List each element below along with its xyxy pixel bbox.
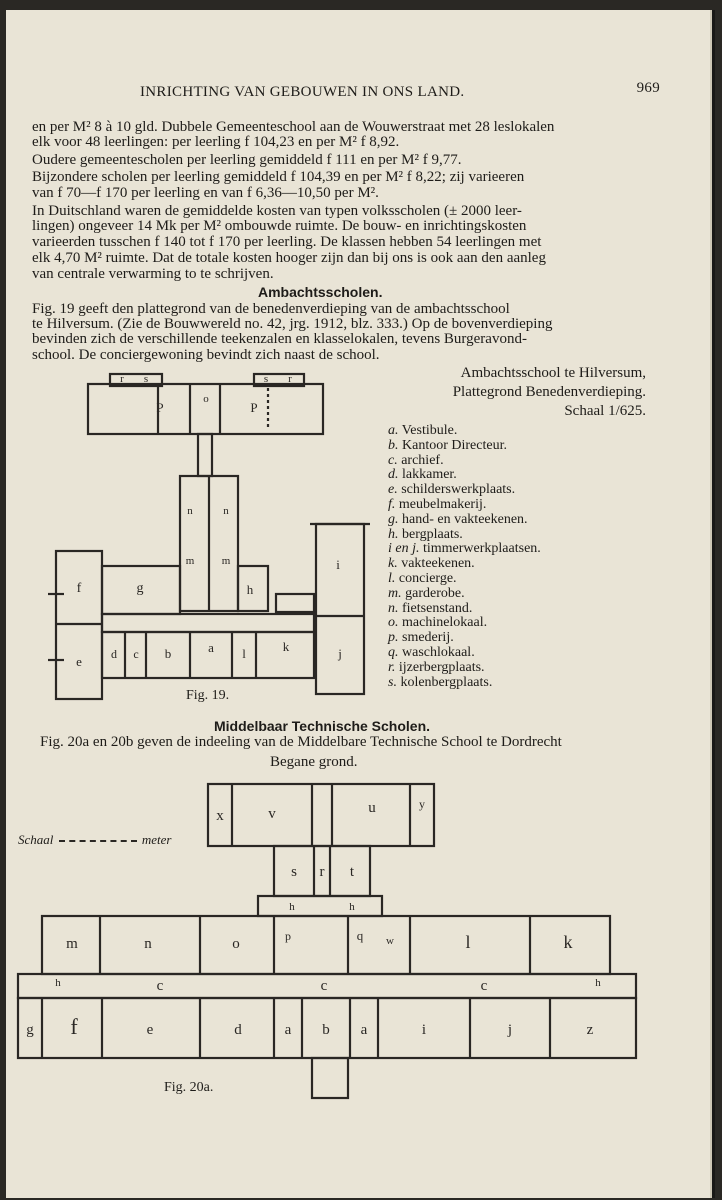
room-label: r xyxy=(120,373,124,385)
room-label: j xyxy=(507,1022,513,1038)
room-label: q xyxy=(356,928,364,943)
section-heading: Ambachtsscholen. xyxy=(258,284,383,300)
caption-line: Ambachtsschool te Hilversum, xyxy=(460,365,646,381)
room-label: k xyxy=(563,932,573,952)
room-label: s xyxy=(143,373,149,385)
scale-unit: meter xyxy=(141,832,172,847)
room-label: n xyxy=(223,505,229,517)
room-label: c xyxy=(156,978,164,994)
room-label: P xyxy=(156,400,164,415)
body-line: elk voor 48 leerlingen: per leerling f 104,23 en per M² f 8,92. xyxy=(32,134,400,150)
section-heading: Middelbaar Technische Scholen. xyxy=(214,718,431,734)
room-label: a xyxy=(360,1022,368,1038)
room-label: m xyxy=(185,555,195,567)
legend-item: o. machinelokaal. xyxy=(388,615,488,631)
room-label: f xyxy=(70,1014,78,1039)
legend-item: n. fietsenstand. xyxy=(388,600,473,616)
legend-item: f. meubelmakerij. xyxy=(388,496,487,512)
fig20a-floor-plan xyxy=(12,778,640,1100)
room-label: h xyxy=(246,582,254,597)
legend-item: e. schilderswerkplaats. xyxy=(388,482,516,498)
body-line: elk 4,70 M² ruimte. Dat de totale kosten hooger zijn dan bij ons is ook aan den aanleg xyxy=(32,250,546,266)
room-label: g xyxy=(26,1022,34,1038)
subheading: Begane grond. xyxy=(270,754,358,770)
body-line: In Duitschland waren de gemiddelde kosten van typen volksscholen (± 2000 leer- xyxy=(32,203,522,219)
room-label: h xyxy=(55,977,61,989)
body-line: school. De conciergewoning bevindt zich naast de school. xyxy=(32,347,380,363)
room-label: s xyxy=(291,864,297,880)
room-label: o xyxy=(232,936,240,952)
room-label: d xyxy=(234,1022,242,1038)
room-label: i xyxy=(336,557,340,572)
legend-item: a. Vestibule. xyxy=(388,423,458,438)
room-label: m xyxy=(66,936,78,952)
fig19-floor-plan xyxy=(40,366,370,706)
room-label: f xyxy=(76,581,82,596)
room-label: v xyxy=(268,806,276,822)
room-label: g xyxy=(136,581,144,596)
room-label: r xyxy=(288,373,292,385)
body-line: Oudere gemeentescholen per leerling gemiddeld f 111 en per M² f 9,77. xyxy=(32,152,462,168)
room-label: c xyxy=(133,647,139,661)
body-line: Fig. 19 geeft den plattegrond van de benedenverdieping van de ambachtsschool xyxy=(32,301,510,317)
fig20a-label: Fig. 20a. xyxy=(164,1080,214,1095)
room-label: w xyxy=(386,935,394,947)
room-label: a xyxy=(284,1022,292,1038)
room-label: z xyxy=(586,1022,594,1038)
room-label: h xyxy=(595,977,601,989)
book-page xyxy=(6,10,715,1198)
room-label: l xyxy=(465,932,471,952)
room-label: k xyxy=(282,639,290,654)
legend-item: c. archief. xyxy=(388,452,444,468)
room-label: P xyxy=(250,400,258,415)
scale-label: Schaal xyxy=(18,832,54,847)
legend-item: g. hand- en vakteekenen. xyxy=(388,511,528,527)
room-label: s xyxy=(263,373,269,385)
room-label: y xyxy=(419,797,425,811)
fig19-label: Fig. 19. xyxy=(186,688,230,703)
legend-item: i en j. timmerwerkplaatsen. xyxy=(388,541,541,557)
legend-item: h. bergplaats. xyxy=(388,526,463,542)
body-line: Fig. 20a en 20b geven de indeeling van de Middelbare Technische School te Dordrecht xyxy=(40,734,562,750)
body-line: en per M² 8 à 10 gld. Dubbele Gemeenteschool aan de Wouwerstraat met 28 leslokalen xyxy=(32,119,555,135)
room-label: l xyxy=(242,646,246,661)
room-label: m xyxy=(221,555,231,567)
body-line: Bijzondere scholen per leerling gemiddeld f 104,39 en per M² f 8,22; zij varieeren xyxy=(32,169,525,185)
room-label: h xyxy=(289,901,295,913)
room-label: x xyxy=(216,808,224,824)
legend-item: b. Kantoor Directeur. xyxy=(388,437,507,453)
room-label: b xyxy=(322,1022,330,1038)
caption-line: Plattegrond Benedenverdieping. xyxy=(452,384,646,400)
room-label: t xyxy=(349,864,355,880)
legend-item: s. kolenbergplaats. xyxy=(388,674,493,690)
running-title: INRICHTING VAN GEBOUWEN IN ONS LAND. xyxy=(140,84,465,100)
body-line: varieerden tusschen f 140 tot f 170 per leerling. De klassen hebben 54 leerlingen met xyxy=(32,234,542,250)
page-number: 969 xyxy=(636,80,660,96)
caption-line: Schaal 1/625. xyxy=(564,403,646,419)
room-label: b xyxy=(164,646,172,661)
figure-legend xyxy=(388,424,541,690)
room-label: e xyxy=(76,654,82,669)
legend-item: p. smederij. xyxy=(388,630,454,646)
legend-item: k. vakteekenen. xyxy=(388,556,475,572)
room-label: i xyxy=(421,1022,427,1038)
room-label: u xyxy=(368,800,376,816)
room-label: r xyxy=(319,864,325,880)
room-label: j xyxy=(338,646,342,661)
room-label: a xyxy=(208,640,214,655)
room-label: h xyxy=(349,901,355,913)
legend-item: m. garderobe. xyxy=(388,585,465,601)
room-label: p xyxy=(285,929,291,943)
room-label: n xyxy=(144,936,152,952)
legend-item: q. waschlokaal. xyxy=(388,644,475,660)
room-label: o xyxy=(203,393,209,405)
body-line: van centrale verwarming to te schrijven. xyxy=(32,266,274,282)
legend-item: l. concierge. xyxy=(388,570,457,586)
legend-item: d. lakkamer. xyxy=(388,467,457,483)
figure-caption xyxy=(386,364,646,421)
legend-item: r. ijzerbergplaats. xyxy=(388,659,485,675)
room-label: n xyxy=(187,505,193,517)
body-line: bevinden zich de verschillende teekenzalen en klasselokalen, tevens Burgeravond- xyxy=(32,331,527,347)
body-line: lingen) ongeveer 14 Mk per M² ombouwde ruimte. De bouw- en inrichtingskosten xyxy=(32,218,527,234)
room-label: d xyxy=(111,647,117,661)
room-label: c xyxy=(480,978,488,994)
body-line: van f 70—f 170 per leerling en van f 6,36—10,50 per M². xyxy=(32,185,379,201)
room-label: c xyxy=(320,978,328,994)
body-line: te Hilversum. (Zie de Bouwwereld no. 42, jrg. 1912, blz. 333.) Op de bovenverdieping xyxy=(32,316,553,332)
room-label: e xyxy=(146,1022,154,1038)
